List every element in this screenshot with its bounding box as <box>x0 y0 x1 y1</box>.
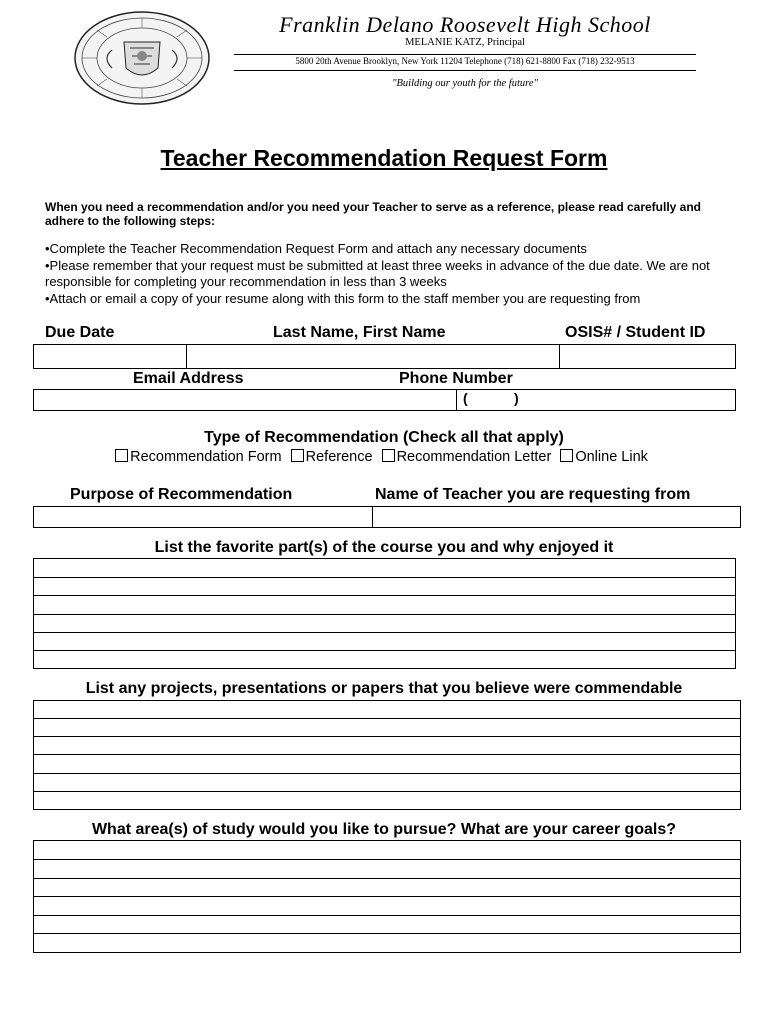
recommendation-letter-checkbox[interactable] <box>382 449 395 462</box>
recommendation-form-option-label: Recommendation Form <box>130 449 282 465</box>
instruction-step: •Please remember that your request must be submitted at least three weeks in advance of the due date. We are not responsible for completing your recommendation in less than 3 weeks <box>45 257 710 289</box>
principal-name: MELANIE KATZ, Principal <box>405 37 525 48</box>
school-motto: "Building our youth for the future" <box>392 78 538 89</box>
contact-divider <box>456 389 457 411</box>
projects-line[interactable] <box>34 701 740 718</box>
online-link-option-label: Online Link <box>575 449 648 465</box>
instruction-step: •Attach or email a copy of your resume along with this form to the staff member you are requesting from <box>45 290 641 306</box>
instructions-intro: When you need a recommendation and/or you need your Teacher to serve as a reference, please read carefully and adhere to the following steps: <box>45 200 702 228</box>
reference-option-label: Reference <box>305 449 373 465</box>
favorite-parts-line[interactable] <box>34 633 735 650</box>
instruction-step: •Complete the Teacher Recommendation Request Form and attach any necessary documents <box>45 241 587 256</box>
projects-line[interactable] <box>34 774 740 791</box>
phone-area-code-open: ( <box>463 390 468 406</box>
due-date-field[interactable] <box>34 345 186 368</box>
recommendation-type-options <box>0 449 768 465</box>
header-rule-bottom <box>234 70 696 71</box>
favorite-parts-line[interactable] <box>34 559 735 577</box>
projects-heading: List any projects, presentations or papers that you believe were commendable <box>85 680 683 697</box>
phone-area-code-field[interactable] <box>472 390 510 410</box>
purpose-label: Purpose of Recommendation <box>70 486 293 503</box>
career-goals-line[interactable] <box>34 860 740 878</box>
phone-area-code-close: ) <box>514 390 519 406</box>
projects-line[interactable] <box>34 792 740 809</box>
favorite-parts-line[interactable] <box>34 615 735 632</box>
career-goals-line[interactable] <box>34 879 740 896</box>
teacher-name-label: Name of Teacher you are requesting from <box>375 486 691 503</box>
phone-label: Phone Number <box>399 370 513 387</box>
form-title: Teacher Recommendation Request Form <box>160 145 608 171</box>
purpose-field[interactable] <box>34 507 372 527</box>
phone-number-field[interactable] <box>524 390 735 410</box>
favorite-parts-line[interactable] <box>34 578 735 595</box>
career-goals-line[interactable] <box>34 934 740 952</box>
career-goals-line[interactable] <box>34 916 740 933</box>
career-goals-line[interactable] <box>34 897 740 915</box>
favorite-parts-line[interactable] <box>34 651 735 668</box>
email-label: Email Address <box>133 370 244 387</box>
projects-line[interactable] <box>34 737 740 754</box>
recommendation-form-checkbox[interactable] <box>115 449 128 462</box>
school-name: Franklin Delano Roosevelt High School <box>279 12 651 37</box>
student-id-field[interactable] <box>560 345 735 368</box>
email-field[interactable] <box>34 390 456 410</box>
projects-line[interactable] <box>34 755 740 773</box>
recommendation-type-heading: Type of Recommendation (Check all that apply) <box>204 429 564 446</box>
favorite-parts-heading: List the favorite part(s) of the course you and why enjoyed it <box>154 539 614 556</box>
name-field[interactable] <box>187 345 559 368</box>
reference-checkbox[interactable] <box>291 449 304 462</box>
teacher-name-field[interactable] <box>373 507 740 527</box>
school-address: 5800 20th Avenue Brooklyn, New York 11204 Telephone (718) 621-8800 Fax (718) 232-9513 <box>295 56 635 66</box>
career-goals-heading: What area(s) of study would you like to pursue? What are your career goals? <box>91 821 677 838</box>
online-link-checkbox[interactable] <box>560 449 573 462</box>
student-id-label: OSIS# / Student ID <box>565 324 706 341</box>
school-seal-logo <box>72 10 212 106</box>
header-rule-top <box>234 54 696 55</box>
recommendation-letter-option-label: Recommendation Letter <box>396 449 552 465</box>
due-date-label: Due Date <box>45 324 115 341</box>
name-label: Last Name, First Name <box>273 324 446 341</box>
projects-line[interactable] <box>34 719 740 736</box>
favorite-parts-line[interactable] <box>34 596 735 614</box>
career-goals-line[interactable] <box>34 841 740 859</box>
instruction-steps <box>45 241 735 307</box>
